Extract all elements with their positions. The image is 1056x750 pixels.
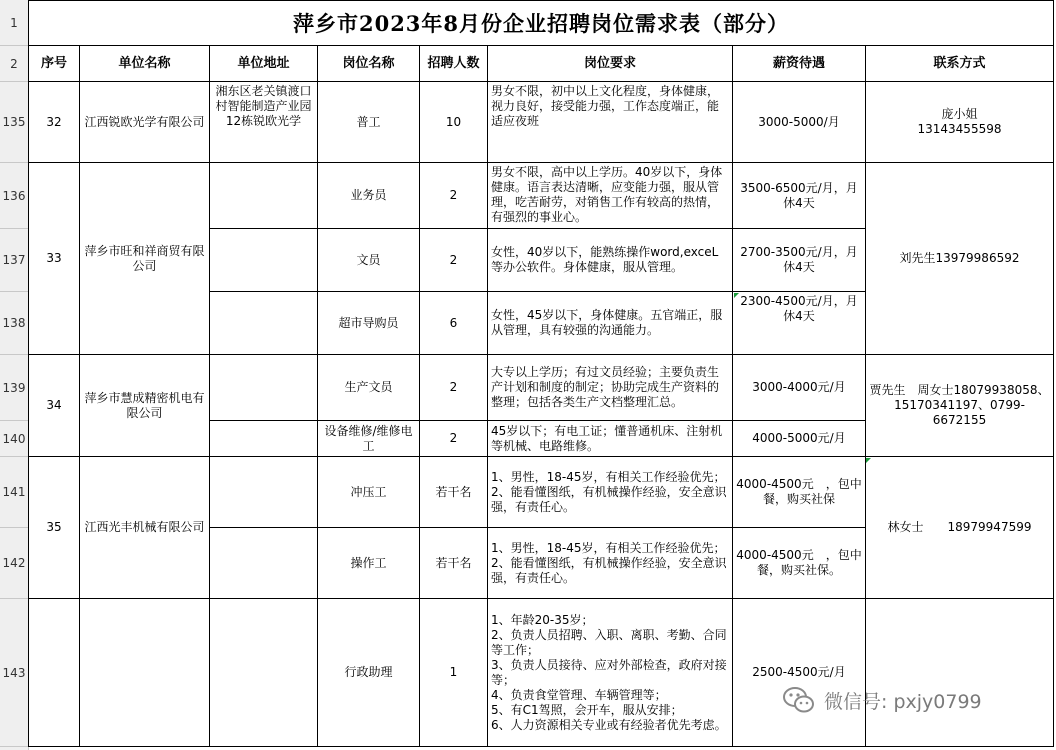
cell-requirements[interactable]: 大专以上学历；有过文员经验；主要负责生产计划和制度的制定；协助完成生产资料的整理；包括各类生产文档整理汇总。: [488, 355, 733, 421]
cell-no[interactable]: 35: [28, 457, 80, 599]
cell-address[interactable]: 湘东区老关镇渡口村智能制造产业园12栋锐欧光学: [210, 82, 318, 163]
cell-salary[interactable]: 2700-3500元/月，月休4天: [733, 229, 866, 292]
row-number[interactable]: 142: [0, 528, 28, 599]
cell-address[interactable]: [210, 292, 318, 355]
cell-contact[interactable]: 刘先生13979986592: [866, 163, 1054, 355]
cell-company[interactable]: 萍乡市旺和祥商贸有限公司: [80, 163, 210, 355]
header-address[interactable]: 单位地址: [210, 46, 318, 82]
cell-requirements[interactable]: 男女不限，高中以上学历。40岁以下，身体健康。语言表达清晰，应变能力强，服从管理，吃苦耐劳，对销售工作有较高的热情，有强烈的事业心。: [488, 163, 733, 229]
cell-requirements[interactable]: 女性，40岁以下，能熟练操作word,exceL等办公软件。身体健康，服从管理。: [488, 229, 733, 292]
sheet-title[interactable]: 萍乡市2023年8月份企业招聘岗位需求表（部分）: [28, 0, 1054, 46]
cell-count[interactable]: 若干名: [420, 528, 488, 599]
cell-address[interactable]: [210, 528, 318, 599]
cell-salary[interactable]: 3000-5000/月: [733, 82, 866, 163]
cell-position[interactable]: 超市导购员: [318, 292, 420, 355]
cell-contact[interactable]: [866, 599, 1054, 747]
cell-position[interactable]: 生产文员: [318, 355, 420, 421]
cell-salary[interactable]: 4000-5000元/月: [733, 421, 866, 457]
cell-company[interactable]: [80, 599, 210, 747]
cell-no[interactable]: 33: [28, 163, 80, 355]
cell-salary[interactable]: 3000-4000元/月: [733, 355, 866, 421]
cell-count[interactable]: 若干名: [420, 457, 488, 528]
cell-salary[interactable]: 3500-6500元/月，月休4天: [733, 163, 866, 229]
row-number[interactable]: 136: [0, 163, 28, 229]
cell-requirements[interactable]: 1、年龄20-35岁； 2、负责人员招聘、入职、离职、考勤、合同等工作； 3、负责人员接待、应对外部检查，政府对接等； 4、负责食堂管理、车辆管理等； 5、有C1驾照，会开车，服从安排； 6、人力资源相关专业或有经验者优先考虑。: [488, 599, 733, 747]
cell-contact[interactable]: 林女士 18979947599: [866, 457, 1054, 599]
row-number[interactable]: 140: [0, 421, 28, 457]
row-number[interactable]: 2: [0, 46, 28, 82]
header-contact[interactable]: 联系方式: [866, 46, 1054, 82]
cell-count[interactable]: 6: [420, 292, 488, 355]
row-number[interactable]: 1: [0, 0, 28, 46]
header-requirements[interactable]: 岗位要求: [488, 46, 733, 82]
cell-requirements[interactable]: 男女不限，初中以上文化程度，身体健康，视力良好，接受能力强，工作态度端正，能适应夜班: [488, 82, 733, 163]
cell-position[interactable]: 冲压工: [318, 457, 420, 528]
cell-count[interactable]: 2: [420, 355, 488, 421]
cell-position[interactable]: 文员: [318, 229, 420, 292]
row-number[interactable]: 137: [0, 229, 28, 292]
cell-salary[interactable]: 4000-4500元 ，包中餐，购买社保: [733, 457, 866, 528]
cell-requirements[interactable]: 1、男性，18-45岁，有相关工作经验优先； 2、能看懂图纸，有机械操作经验，安全意识强，有责任心。: [488, 528, 733, 599]
cell-contact[interactable]: 庞小姐 13143455598: [866, 82, 1054, 163]
cell-contact[interactable]: 贾先生 周女士18079938058、15170341197、0799-6672155: [866, 355, 1054, 457]
header-position[interactable]: 岗位名称: [318, 46, 420, 82]
cell-position[interactable]: 普工: [318, 82, 420, 163]
cell-count[interactable]: 1: [420, 599, 488, 747]
cell-count[interactable]: 2: [420, 421, 488, 457]
row-number[interactable]: 141: [0, 457, 28, 528]
comment-marker: [734, 293, 739, 298]
wechat-watermark: [782, 682, 982, 718]
cell-salary[interactable]: 2500-4500元/月: [733, 599, 866, 747]
cell-company[interactable]: 江西锐欧光学有限公司: [80, 82, 210, 163]
cell-salary[interactable]: 4000-4500元 ，包中餐，购买社保。: [733, 528, 866, 599]
watermark-text: 微信号: pxjy0799: [824, 690, 982, 713]
cell-address[interactable]: [210, 355, 318, 421]
cell-count[interactable]: 2: [420, 163, 488, 229]
cell-address[interactable]: [210, 457, 318, 528]
header-count[interactable]: 招聘人数: [420, 46, 488, 82]
cell-address[interactable]: [210, 421, 318, 457]
row-number[interactable]: 139: [0, 355, 28, 421]
cell-position[interactable]: 行政助理: [318, 599, 420, 747]
cell-address[interactable]: [210, 599, 318, 747]
cell-requirements[interactable]: 45岁以下；有电工证；懂普通机床、注射机等机械、电路维修。: [488, 421, 733, 457]
wechat-icon: [782, 685, 816, 715]
cell-position[interactable]: 业务员: [318, 163, 420, 229]
header-no[interactable]: 序号: [28, 46, 80, 82]
cell-requirements[interactable]: 女性，45岁以下，身体健康。五官端正，服从管理，具有较强的沟通能力。: [488, 292, 733, 355]
cell-company[interactable]: 江西光丰机械有限公司: [80, 457, 210, 599]
cell-salary[interactable]: 2300-4500元/月，月休4天: [733, 292, 866, 355]
cell-position[interactable]: 操作工: [318, 528, 420, 599]
header-salary[interactable]: 薪资待遇: [733, 46, 866, 82]
cell-count[interactable]: 2: [420, 229, 488, 292]
cell-address[interactable]: [210, 163, 318, 229]
cell-address[interactable]: [210, 229, 318, 292]
cell-requirements[interactable]: 1、男性，18-45岁，有相关工作经验优先； 2、能看懂图纸，有机械操作经验，安全意识强，有责任心。: [488, 457, 733, 528]
cell-position[interactable]: 设备维修/维修电工: [318, 421, 420, 457]
row-number[interactable]: 138: [0, 292, 28, 355]
cell-no[interactable]: 34: [28, 355, 80, 457]
row-number[interactable]: 143: [0, 599, 28, 747]
cell-no[interactable]: [28, 599, 80, 747]
cell-count[interactable]: 10: [420, 82, 488, 163]
cell-company[interactable]: 萍乡市慧成精密机电有限公司: [80, 355, 210, 457]
header-company[interactable]: 单位名称: [80, 46, 210, 82]
cell-no[interactable]: 32: [28, 82, 80, 163]
row-number[interactable]: 135: [0, 82, 28, 163]
